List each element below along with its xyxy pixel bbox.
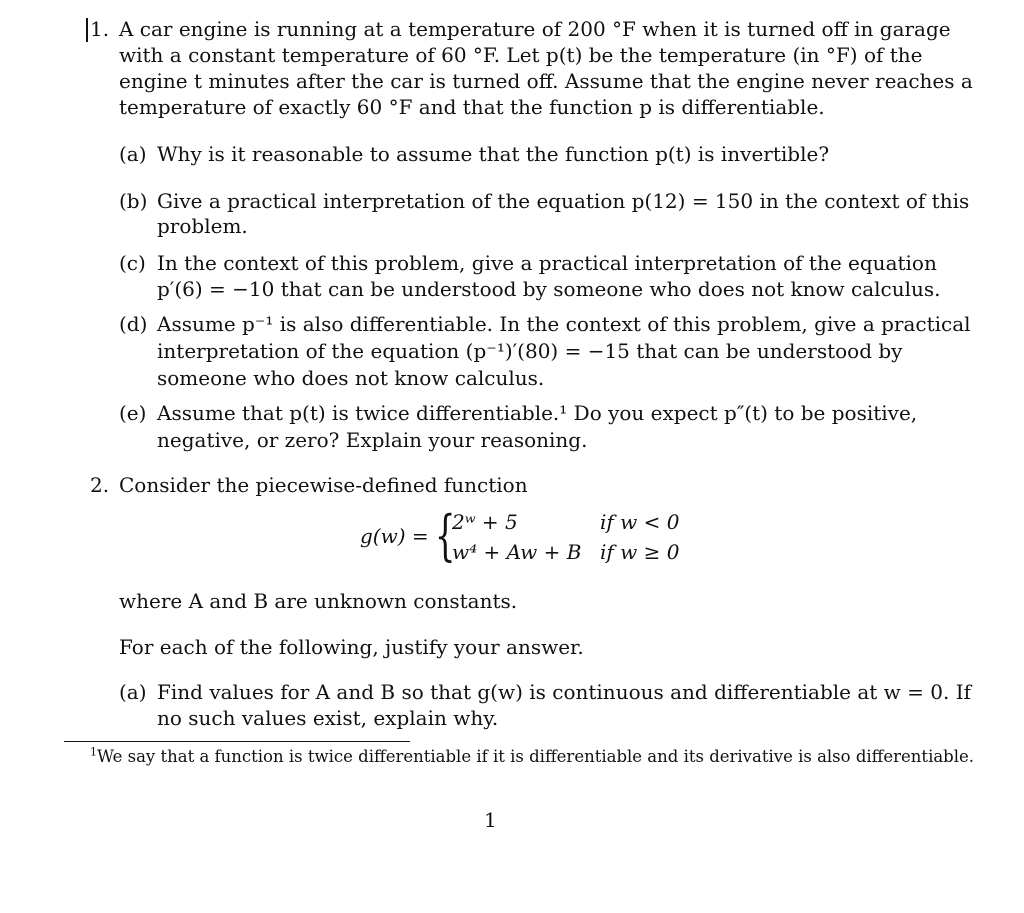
footnote-text: We say that a function is twice differentiable if it is differentiable and its derivative is also differentiable. xyxy=(97,747,975,766)
problem-1-number: 1. xyxy=(90,17,110,41)
problem-2-instruction: For each of the following, justify your answer. xyxy=(119,635,584,659)
problem-1-part-e-label: (e) xyxy=(119,401,147,425)
problem-1-part-a-line-1: Why is it reasonable to assume that the function p(t) is invertible? xyxy=(157,142,830,166)
case-2-condition: if w ≥ 0 xyxy=(600,540,680,564)
problem-1-part-d-line-3: someone who does not know calculus. xyxy=(157,366,545,390)
problem-1-intro-line-3: engine t minutes after the car is turned off. Assume that the engine never reaches a xyxy=(119,69,973,93)
problem-1-part-b-line-2: problem. xyxy=(157,214,248,238)
case-2-expression: w⁴ + Aw + B xyxy=(452,540,582,564)
problem-1-part-d-label: (d) xyxy=(119,312,148,336)
page-number: 1 xyxy=(484,808,497,832)
problem-2-number: 2. xyxy=(90,473,110,497)
problem-1-intro-line-1: A car engine is running at a temperature of 200 °F when it is turned off in garage xyxy=(119,17,951,41)
function-lhs: g(w) = xyxy=(360,524,429,548)
problem-1-part-c-line-2: p′(6) = −10 that can be understood by someone who does not know calculus. xyxy=(157,277,941,301)
text-cursor xyxy=(86,18,88,42)
problem-2-part-a-line-2: no such values exist, explain why. xyxy=(157,706,499,730)
case-1-condition: if w < 0 xyxy=(600,510,680,534)
case-1-expression: 2ʷ + 5 xyxy=(452,510,518,534)
footnote-marker: 1 xyxy=(90,745,97,759)
problem-1-part-e-line-1: Assume that p(t) is twice differentiable.¹ Do you expect p″(t) to be positive, xyxy=(157,401,918,425)
problem-1-part-b-label: (b) xyxy=(119,189,148,213)
problem-2-intro: Consider the piecewise-defined function xyxy=(119,473,528,497)
function-brace: { xyxy=(434,504,456,567)
problem-1-intro-line-2: with a constant temperature of 60 °F. Let p(t) be the temperature (in °F) of the xyxy=(119,43,923,67)
problem-1-part-a-label: (a) xyxy=(119,142,147,166)
problem-1-part-b-line-1: Give a practical interpretation of the equation p(12) = 150 in the context of this xyxy=(157,189,970,213)
problem-2-part-a-line-1: Find values for A and B so that g(w) is continuous and differentiable at w = 0. If xyxy=(157,680,972,704)
problem-1-part-c-label: (c) xyxy=(119,251,146,275)
footnote-rule xyxy=(64,741,410,742)
problem-1-part-d-line-1: Assume p⁻¹ is also differentiable. In the context of this problem, give a practical xyxy=(157,312,971,336)
problem-1-part-c-line-1: In the context of this problem, give a practical interpretation of the equation xyxy=(157,251,937,275)
problem-2-part-a-label: (a) xyxy=(119,680,147,704)
problem-1-part-d-line-2: interpretation of the equation (p⁻¹)′(80) = −15 that can be understood by xyxy=(157,339,903,363)
problem-1-part-e-line-2: negative, or zero? Explain your reasoning. xyxy=(157,428,588,452)
footnote xyxy=(90,746,974,768)
problem-1-intro-line-4: temperature of exactly 60 °F and that the function p is differentiable. xyxy=(119,95,825,119)
piecewise-function xyxy=(360,504,720,567)
problem-2-where-text: where A and B are unknown constants. xyxy=(119,589,518,613)
